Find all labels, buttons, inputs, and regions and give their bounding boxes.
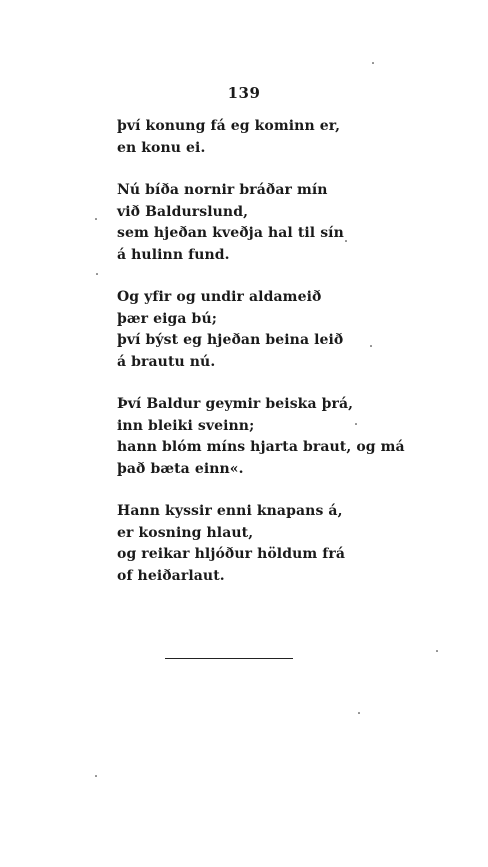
scan-speck bbox=[95, 218, 97, 220]
stanza-2 bbox=[117, 180, 417, 266]
poem-line: Hann kyssir enni knapans á, bbox=[117, 503, 343, 519]
section-divider bbox=[165, 658, 293, 659]
poem-line: Því Baldur geymir beiska þrá, bbox=[117, 396, 354, 412]
scan-speck bbox=[370, 345, 372, 347]
scan-speck bbox=[358, 712, 360, 714]
poem-line: en konu ei. bbox=[117, 139, 206, 156]
stanza-3 bbox=[117, 287, 417, 373]
poem-line: er kosning hlaut, bbox=[117, 524, 254, 541]
poem-line: þær eiga bú; bbox=[117, 310, 217, 327]
poem-line: við Baldurslund, bbox=[117, 203, 249, 220]
stanza-4 bbox=[117, 394, 417, 480]
scan-speck bbox=[96, 273, 98, 275]
poem-line: hann blóm míns hjarta braut, og má bbox=[117, 439, 405, 455]
poem-line: á hulinn fund. bbox=[117, 246, 230, 263]
poem-line: inn bleiki sveinn; bbox=[117, 417, 255, 434]
poem-line: það bæta einn«. bbox=[117, 460, 244, 477]
stanza-1 bbox=[117, 116, 417, 159]
scan-speck bbox=[355, 423, 357, 425]
poem-line: því býst eg hjeðan beina leið bbox=[117, 332, 344, 348]
scan-speck bbox=[436, 650, 438, 652]
poem-line: Nú bíða nornir bráðar mín bbox=[117, 182, 328, 198]
scan-speck bbox=[95, 775, 97, 777]
poem-line: Og yfir og undir aldameið bbox=[117, 289, 322, 305]
poem-line: því konung fá eg kominn er, bbox=[117, 118, 341, 134]
poem-line: sem hjeðan kveðja hal til sín bbox=[117, 225, 344, 241]
scan-speck bbox=[372, 62, 374, 64]
page-number: 139 bbox=[227, 84, 261, 102]
stanza-5 bbox=[117, 501, 417, 587]
poem-line: á brautu nú. bbox=[117, 353, 216, 370]
poem bbox=[117, 116, 417, 608]
scan-speck bbox=[345, 240, 347, 242]
poem-line: og reikar hljóður höldum frá bbox=[117, 546, 346, 562]
poem-line: of heiðarlaut. bbox=[117, 567, 225, 584]
